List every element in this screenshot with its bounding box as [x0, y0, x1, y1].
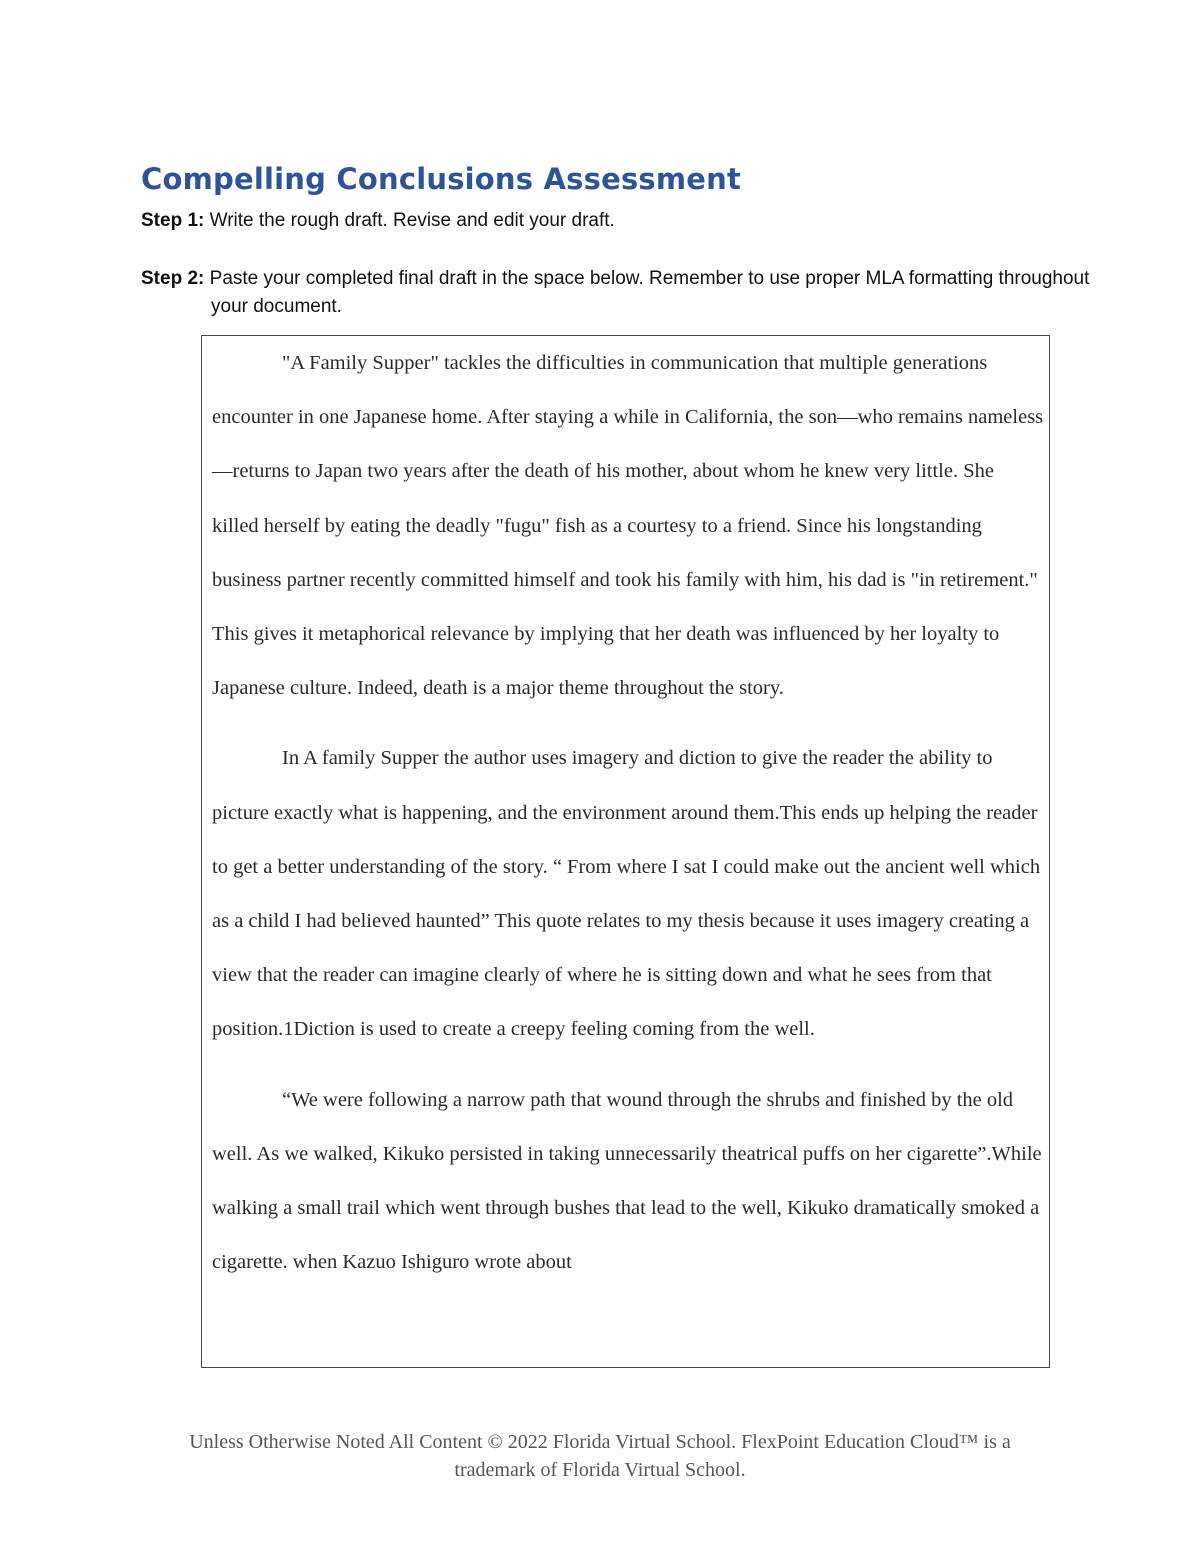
copyright-footer: Unless Otherwise Noted All Content © 2022 Florida Virtual School. FlexPoint Education Cloud™ is a trademark of Florida Virtual School.: [189, 1431, 1011, 1481]
step-2-instruction: [141, 265, 1111, 321]
step-1-text: Write the rough draft. Revise and edit your draft.: [209, 210, 615, 231]
step-1-instruction: [141, 207, 615, 235]
step-1-label: Step 1:: [141, 210, 205, 231]
essay-paragraph-3: “We were following a narrow path that wound through the shrubs and finished by the old well. As we walked, Kikuko persisted in taking unnecessarily theatrical puffs on her cigarette”.While walking a small trail which went through bushes that lead to the well, Kikuko dramatically smoked a cigarette. when Kazuo Ishiguro wrote about: [212, 1088, 1042, 1274]
essay-paragraph-2: In A family Supper the author uses imagery and diction to give the reader the ability to picture exactly what is happening, and the environment around them.This ends up helping the reader to get a better understanding of the story. “ From where I sat I could make out the ancient well which as a child I had believed haunted” This quote relates to my thesis because it uses imagery creating a view that the reader can imagine clearly of where he is sitting down and what he sees from that position.1Diction is used to create a creepy feeling coming from the well.: [212, 747, 1041, 1041]
page-title: Compelling Conclusions Assessment: [141, 162, 742, 196]
essay-body: [212, 336, 1044, 1305]
essay-paragraph-1: "A Family Supper" tackles the difficulties in communication that multiple generations encounter in one Japanese home. After staying a while in California, the son—who remains nameless—returns to Japan two years after the death of his mother, about whom he knew very little. She killed herself by eating the deadly "fugu" fish as a courtesy to a friend. Since his longstanding business partner recently committed himself and took his family with him, his dad is "in retirement." This gives it metaphorical relevance by implying that her death was influenced by her loyalty to Japanese culture. Indeed, death is a major theme throughout the story.: [212, 352, 1044, 700]
step-2-label: Step 2:: [141, 268, 205, 289]
step-2-text: Paste your completed final draft in the space below. Remember to use proper MLA formatting throughout your document.: [209, 268, 1090, 317]
draft-text-box[interactable]: [201, 335, 1050, 1368]
